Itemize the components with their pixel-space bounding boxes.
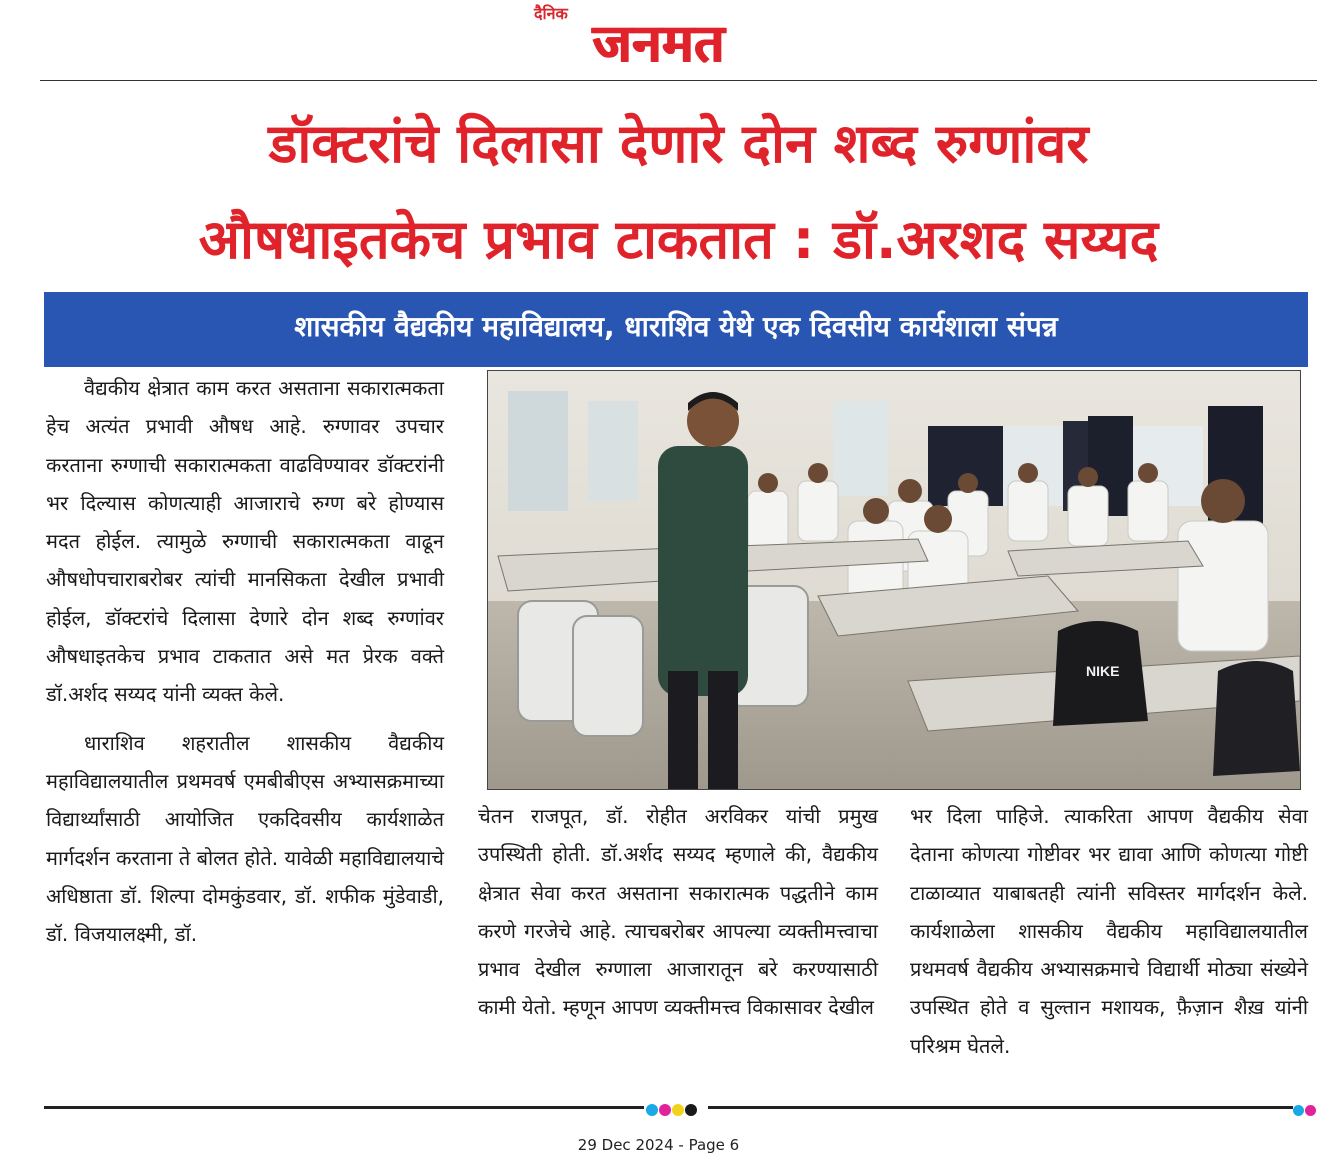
page-footer: 29 Dec 2024 - Page 6 (577, 1136, 740, 1154)
headline (40, 96, 1317, 288)
masthead (0, 0, 1317, 84)
masthead-rule (40, 80, 1317, 81)
dot-cyan (646, 1104, 658, 1116)
dot-black (685, 1104, 697, 1116)
masthead-daily-label: दैनिक (534, 4, 568, 23)
subheadline-banner: शासकीय वैद्यकीय महाविद्यालय, धाराशिव येथे एक दिवसीय कार्यशाला संपन्न (44, 292, 1308, 367)
dot-yellow (672, 1104, 684, 1116)
headline-line-1: डॉक्टरांचे दिलासा देणारे दोन शब्द रुग्णांवर (268, 112, 1089, 175)
bottom-rule-right (708, 1106, 1293, 1109)
article-column-2 (478, 797, 878, 1027)
classroom-photo-image (488, 371, 1300, 789)
masthead-logo: जनमत (592, 14, 726, 74)
registration-dots (646, 1101, 698, 1114)
registration-dots-right (1293, 1101, 1317, 1114)
article-paragraph: चेतन राजपूत, डॉ. रोहीत अरविकर यांची प्रमुख उपस्थिती होती. डॉ.अर्शद सय्यद म्हणाले की, वैद्यकीय क्षेत्रात सेवा करत असताना सकारात्मक पद्धतीने काम करणे गरजेचे आहे. त्याचबरोबर आपल्या व्यक्तीमत्त्वाचा प्रभाव देखील रुग्णाला आजारातून बरे करण्यासाठी कामी येतो. म्हणून आपण व्यक्तीमत्त्व विकासावर देखील (478, 804, 878, 1020)
article-paragraph: भर दिला पाहिजे. त्याकरिता आपण वैद्यकीय सेवा देताना कोणत्या गोष्टीवर भर द्यावा आणि कोणत्या गोष्टी टाळाव्यात याबाबतही त्यांनी सविस्तर मार्गदर्शन केले. कार्यशाळेला शासकीय वैद्यकीय महाविद्यालयातील प्रथमवर्ष वैद्यकीय अभ्यासक्रमाचे विद्यार्थी मोठ्या संख्येने उपस्थित होते व सुल्तान मशायक, फ़ैज़ान शैख़ यांनी परिश्रम घेतले. (910, 804, 1308, 1058)
article-paragraph: वैद्यकीय क्षेत्रात काम करत असताना सकारात्मकता हेच अत्यंत प्रभावी औषध आहे. रुग्णावर उपचार करताना रुग्णाची सकारात्मकता वाढविण्यावर डॉक्टरांनी भर दिल्यास कोणत्याही आजाराचे रुग्ण बरे होण्यास मदत होईल. त्यामुळे रुग्णाची सकारात्मकता वाढून औषधोपचाराबरोबर त्यांची मानसिकता देखील प्रभावी होईल, डॉक्टरांचे दिलासा देणारे दोन शब्द रुग्णांवर औषधाइतकेच प्रभाव टाकतात असे मत प्रेरक वक्ते डॉ.अर्शद सय्यद यांनी व्यक्त केले. (46, 376, 444, 707)
article-column-1 (46, 369, 444, 953)
dot-magenta (1305, 1105, 1316, 1116)
headline-line-2: औषधाइतकेच प्रभाव टाकतात : डॉ.अरशद सय्यद (198, 208, 1159, 271)
dot-cyan (1293, 1105, 1304, 1116)
backpack-brand-text: NIKE (1086, 663, 1120, 679)
classroom-photo (487, 370, 1301, 790)
bottom-rule-left (44, 1106, 644, 1109)
article-column-3 (910, 797, 1308, 1065)
article-paragraph: धाराशिव शहरातील शासकीय वैद्यकीय महाविद्यालयातील प्रथमवर्ष एमबीबीएस अभ्यासक्रमाच्या विद्यार्थ्यांसाठी आयोजित एकदिवसीय कार्यशाळेत मार्गदर्शन करताना ते बोलत होते. यावेळी महाविद्यालयाचे अधिष्ठाता डॉ. शिल्पा दोमकुंडवार, डॉ. शफीक मुंडेवाडी, डॉ. विजयालक्ष्मी, डॉ. (46, 730, 444, 947)
dot-magenta (659, 1104, 671, 1116)
